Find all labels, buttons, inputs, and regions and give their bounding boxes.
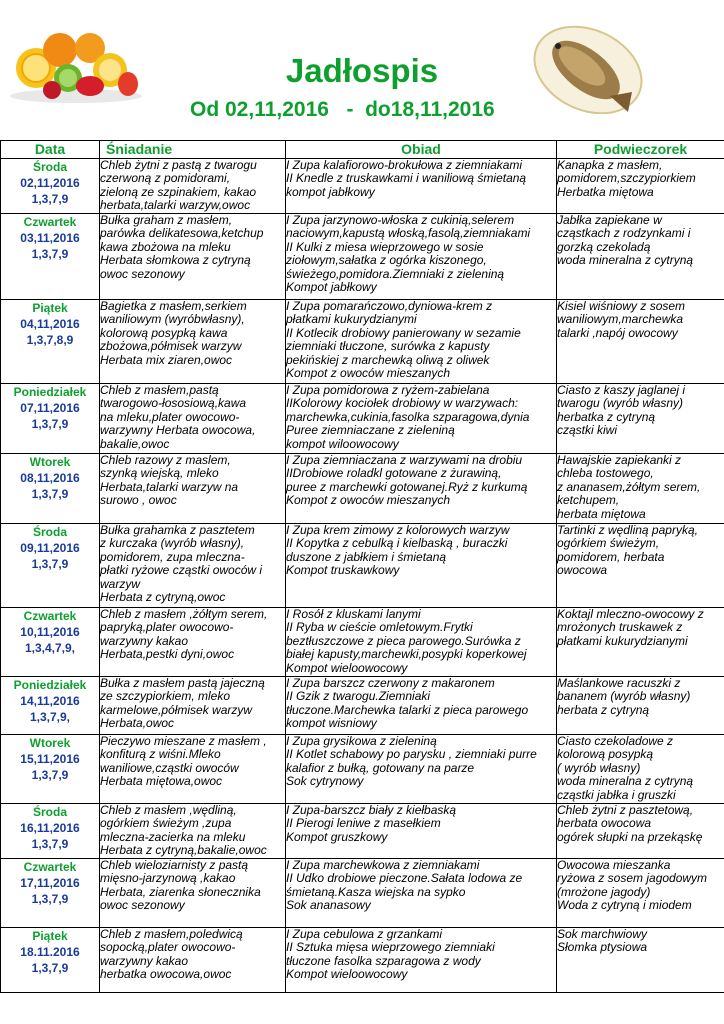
breakfast-cell: Bagietka z masłem,serkiem waniliowym (wyróbwłasny), kolorową posypką kawa zbożowa,półmisek warzyw Herbata mix ziaren,owoc	[100, 300, 286, 384]
date-cell	[1, 300, 100, 384]
table-row	[1, 608, 724, 677]
allergen-codes: 1,3,7,8,9	[26, 333, 74, 347]
date-value: 07,11,2016	[20, 401, 80, 415]
lunch-cell: I Rosół z kluskami lanymi II Ryba w cieście omletowym.Frytki beztłuszczowe z pieca parowego.Surówka z białej kapusty,marchewki,posypki koperkowej Kompot wieloowocowy	[286, 608, 557, 677]
allergen-codes: 1,3,7,9	[31, 192, 69, 206]
date-value: 16,11,2016	[20, 821, 80, 835]
snack-cell: Owocowa mieszanka ryżowa z sosem jagodowym (mrożone jagody) Woda z cytryną i miodem	[557, 859, 724, 928]
date-cell	[1, 159, 100, 214]
date-value: 08,11,2016	[20, 471, 80, 485]
day-name: Środa	[32, 805, 67, 819]
table-header-row	[1, 141, 724, 159]
lunch-cell: I Zupa kalafiorowo-brokułowa z ziemniakami II Knedle z truskawkami i waniliową śmietaną kompot jabłkowy	[286, 159, 557, 214]
day-name: Piątek	[32, 301, 68, 315]
column-header-date: Data	[1, 141, 100, 159]
lunch-cell: I Zupa-barszcz biały z kiełbaską II Pierogi leniwe z masełkiem Kompot gruszkowy	[286, 804, 557, 859]
day-name: Wtorek	[29, 736, 71, 750]
allergen-codes: 1,3,7,9	[31, 961, 69, 975]
day-name: Czwartek	[23, 860, 77, 874]
date-value: 02,11,2016	[20, 176, 80, 190]
table-row	[1, 300, 724, 384]
date-cell	[1, 524, 100, 608]
date-cell	[1, 859, 100, 928]
date-value: 03,11,2016	[20, 231, 80, 245]
allergen-codes: 1,3,7,9	[31, 247, 69, 261]
date-value: 15,11,2016	[20, 752, 80, 766]
date-value: 18.11.2016	[20, 945, 80, 959]
table-row	[1, 928, 724, 993]
column-header-snack: Podwieczorek	[557, 141, 724, 159]
menu-table	[0, 140, 724, 993]
date-value: 17,11,2016	[20, 876, 80, 890]
snack-cell: Kanapka z masłem, pomidorem,szczypiorkiem Herbatka miętowa	[557, 159, 724, 214]
snack-cell: Tartinki z wędliną papryką, ogórkiem świeżym, pomidorem, herbata owocowa	[557, 524, 724, 608]
lunch-cell: I Zupa krem zimowy z kolorowych warzyw II Kopytka z cebulką i kielbaską , buraczki duszone z jabłkiem i śmietaną Kompot truskawkowy	[286, 524, 557, 608]
day-name: Poniedziałek	[13, 385, 87, 399]
date-value: 09,11,2016	[20, 541, 80, 555]
table-row	[1, 384, 724, 454]
day-name: Środa	[32, 525, 67, 539]
table-row	[1, 214, 724, 300]
lunch-cell: I Zupa ziemniaczana z warzywami na drobiu IIDrobiowe roladkl gotowane z żurawiną, puree z marchewki gotowanej.Ryż z kurkumą Kompot z owoców mieszanych	[286, 454, 557, 524]
breakfast-cell: Chleb wieloziarnisty z pastą mięsno-jarzynową ,kakao Herbata, ziarenka słonecznika owoc sezonowy	[100, 859, 286, 928]
date-cell	[1, 454, 100, 524]
breakfast-cell: Pieczywo mieszane z masłem , konfiturą z wiśni.Mleko waniliowe,cząstki owoców Herbata miętowa,owoc	[100, 735, 286, 804]
column-header-breakfast: Śniadanie	[100, 141, 286, 159]
table-row	[1, 524, 724, 608]
allergen-codes: 1,3,4,7,9,	[24, 641, 76, 655]
lunch-cell: I Zupa jarzynowo-włoska z cukinią,selerem naciowym,kapustą włoską,fasolą,ziemniakami II Kulki z miesa wieprzowego w sosie ziołowym,sałatka z ogórka kiszonego, świeżego,pomidora.Ziemniaki z zieleniną Kompot jabłkowy	[286, 214, 557, 300]
date-cell	[1, 608, 100, 677]
allergen-codes: 1,3,7,9	[31, 557, 69, 571]
breakfast-cell: Chleb z masłem,pastą twarogowo-łososiową,kawa na mleku,plater owocowo- warzywny Herbata owocowa, bakalie,owoc	[100, 384, 286, 454]
menu-table-body	[1, 159, 724, 993]
breakfast-cell: Chleb razowy z maslem, szynką wiejską, mleko Herbata,talarki warzyw na surowo , owoc	[100, 454, 286, 524]
column-header-lunch: Obiad	[286, 141, 557, 159]
breakfast-cell: Chleb żytni z pastą z twarogu czerwoną z pomidorami, zieloną ze szpinakiem, kakao herbata,talarki warzyw,owoc	[100, 159, 286, 214]
day-name: Czwartek	[23, 609, 77, 623]
lunch-cell: I Zupa barszcz czerwony z makaronem II Gzik z twarogu.Ziemniaki tłuczone.Marchewka talarki z pieca parowego kompot wisniowy	[286, 677, 557, 735]
allergen-codes: 1,3,7,9,	[29, 710, 71, 724]
date-cell	[1, 677, 100, 735]
page-title: Jadłospis	[285, 52, 439, 89]
date-cell	[1, 214, 100, 300]
breakfast-cell: Chleb z masłem ,żółtym serem, papryką,plater owocowo- warzywny kakao Herbata,pestki dyni,owoc	[100, 608, 286, 677]
date-cell	[1, 735, 100, 804]
breakfast-cell: Chleb z masłem ,wędliną, ogórkiem świeżym ,zupa mleczna-zacierka na mleku Herbata z cytryną,bakalie,owoc	[100, 804, 286, 859]
date-cell	[1, 928, 100, 993]
allergen-codes: 1,3,7,9	[31, 892, 69, 906]
snack-cell: Sok marchwiowy Słomka ptysiowa	[557, 928, 724, 993]
date-value: 14,11,2016	[20, 694, 80, 708]
table-row	[1, 804, 724, 859]
lunch-cell: I Zupa cebulowa z grzankami II Sztuka mięsa wieprzowego ziemniaki tłuczone fasolka szparagowa z wody Kompot wieloowocowy	[286, 928, 557, 993]
table-row	[1, 859, 724, 928]
date-value: 04,11,2016	[20, 317, 80, 331]
allergen-codes: 1,3,7,9	[31, 837, 69, 851]
table-row	[1, 159, 724, 214]
date-range-subtitle: Od 02,11,2016 - do18,11,2016	[190, 98, 495, 121]
snack-cell: Kisiel wiśniowy z sosem waniliowym,marchewka talarki ,napój owocowy	[557, 300, 724, 384]
day-name: Poniedziałek	[13, 678, 87, 692]
snack-cell: Hawajskie zapiekanki z chleba tostowego, z ananasem,żółtym serem, ketchupem, herbata miętowa	[557, 454, 724, 524]
breakfast-cell: Bułka graham z masłem, parówka delikatesowa,ketchup kawa zbożowa na mleku Herbata słomkowa z cytryną owoc sezonowy	[100, 214, 286, 300]
lunch-cell: I Zupa pomarańczowo,dyniowa-krem z płatkami kukurydzianymi II Kotlecik drobiowy panierowany w sezamie ziemniaki tłuczone, surówka z kapusty pekińskiej z marchewką oliwą z oliwek Kompot z owoców mieszanych	[286, 300, 557, 384]
day-name: Wtorek	[29, 455, 71, 469]
breakfast-cell: Bułka grahamka z pasztetem z kurczaka (wyrób własny), pomidorem, zupa mleczna- płatki ryżowe cząstki owoców i warzyw Herbata z cytryną,owoc	[100, 524, 286, 608]
table-row	[1, 735, 724, 804]
breakfast-cell: Chleb z masłem,poledwicą sopocką,plater owocowo- warzywny kakao herbatka owocowa,owoc	[100, 928, 286, 993]
allergen-codes: 1,3,7,9	[31, 487, 69, 501]
lunch-cell: I Zupa grysikowa z zieleniną II Kotlet schabowy po parysku , ziemniaki purre kalafior z bułką, gotowany na parze Sok cytrynowy	[286, 735, 557, 804]
day-name: Czwartek	[23, 215, 77, 229]
allergen-codes: 1,3,7,9	[31, 768, 69, 782]
table-row	[1, 677, 724, 735]
snack-cell: Chleb żytni z pasztetową, herbata owocowa ogórek słupki na przekąskę	[557, 804, 724, 859]
date-cell	[1, 384, 100, 454]
date-cell	[1, 804, 100, 859]
date-value: 10,11,2016	[20, 625, 80, 639]
snack-cell: Ciasto czekoladowe z kolorową posypką ( wyrób własny) woda mineralna z cytryną cząstki jabłka i gruszki	[557, 735, 724, 804]
allergen-codes: 1,3,7,9	[31, 417, 69, 431]
day-name: Piątek	[32, 929, 68, 943]
snack-cell: Ciasto z kaszy jaglanej i twarogu (wyrób własny) herbatka z cytryną cząstki kiwi	[557, 384, 724, 454]
day-name: Środa	[32, 160, 67, 174]
lunch-cell: I Zupa pomidorowa z ryżem-zabielana IIKolorowy kociołek drobiowy w warzywach: marchewka,cukinia,fasolka szparagowa,dynia Puree ziemniaczane z zieleniną kompot wiloowocowy	[286, 384, 557, 454]
lunch-cell: I Zupa marchewkowa z ziemniakami II Udko drobiowe pieczone.Sałata lodowa ze śmietaną.Kasza wiejska na sypko Sok ananasowy	[286, 859, 557, 928]
snack-cell: Jabłka zapiekane w cząstkach z rodzynkami i gorzką czekoladą woda mineralna z cytryną	[557, 214, 724, 300]
snack-cell: Maślankowe racuszki z bananem (wyrób własny) herbata z cytryną	[557, 677, 724, 735]
breakfast-cell: Bułka z masłem pastą jajeczną ze szczypiorkiem, mleko karmelowe,półmisek warzyw Herbata,owoc	[100, 677, 286, 735]
snack-cell: Koktajl mleczno-owocowy z mrożonych truskawek z płatkami kukurydzianymi	[557, 608, 724, 677]
table-row	[1, 454, 724, 524]
